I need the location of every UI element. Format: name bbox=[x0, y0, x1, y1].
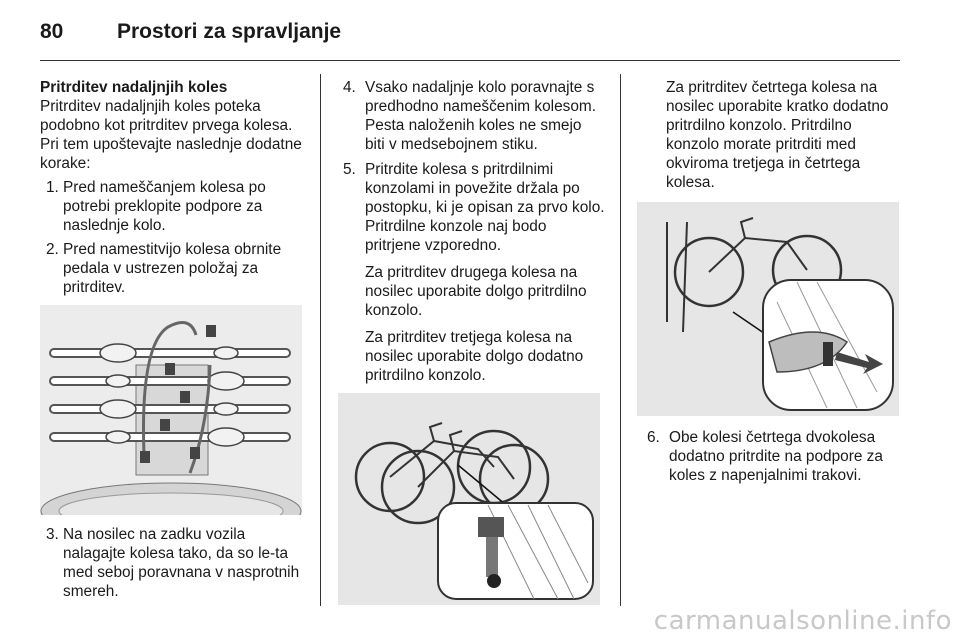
step-2 bbox=[40, 240, 305, 297]
step-text: Pritrdite kolesa s pritrdilnimi konzolami in povežite držala po postopku, ki je opisan za prvo kolo. Pritrdilne konzole naj bodo pritrjene vzporedno. bbox=[365, 161, 605, 254]
step-number: 4. bbox=[343, 79, 356, 96]
header-divider bbox=[40, 60, 900, 61]
watermark: carmanualsonline.info bbox=[653, 606, 952, 636]
second-bike-note: Za pritrditev drugega kolesa na nosilec uporabite dolgo pritrdilno konzolo. bbox=[365, 264, 587, 319]
column-1 bbox=[40, 78, 305, 601]
step-number: 2. bbox=[46, 241, 59, 258]
column-divider-2 bbox=[620, 74, 621, 606]
section-title: Prostori za spravljanje bbox=[117, 20, 342, 43]
step-number: 6. bbox=[647, 429, 660, 446]
step-6 bbox=[647, 428, 907, 485]
page-number: 80 bbox=[40, 20, 64, 43]
step-text: Vsako nadaljnje kolo poravnajte s predhodno nameščenim kolesom. Pesta naloženih koles ne smejo biti v medsebojnem stiku. bbox=[365, 79, 596, 153]
step-number: 3. bbox=[46, 526, 59, 543]
step-1 bbox=[40, 178, 305, 235]
step-5 bbox=[343, 160, 605, 255]
fourth-bike-note: Za pritrditev četrtega kolesa na nosilec uporabite kratko dodatno pritrdilno konzolo. Pritrdilno konzolo morate pritrditi med okviroma tretjega in četrtega kolesa. bbox=[666, 79, 889, 191]
step-number: 5. bbox=[343, 161, 356, 178]
bike-rack-top-view-figure bbox=[40, 305, 302, 515]
step-number: 1. bbox=[46, 179, 59, 196]
third-bike-note: Za pritrditev tretjega kolesa na nosilec uporabite dolgo dodatno pritrdilno konzolo. bbox=[365, 329, 584, 384]
step-4 bbox=[343, 78, 605, 154]
subheading: Pritrditev nadaljnjih koles bbox=[40, 79, 228, 96]
step-text: Obe kolesi četrtega dvokolesa dodatno pritrdite na podpore za koles z napenjalnimi trakovi. bbox=[669, 429, 883, 484]
bike-mount-detail-figure bbox=[338, 393, 600, 605]
step-3 bbox=[40, 525, 305, 601]
fourth-bike-strap-figure bbox=[637, 202, 899, 416]
intro-paragraph: Pritrditev nadaljnjih koles poteka podobno kot pritrditev prvega kolesa. Pri tem upoštevajte naslednje dodatne korake: bbox=[40, 98, 302, 172]
step-text: Na nosilec na zadku vozila nalagajte kolesa tako, da so le-ta med seboj poravnana v nasprotnih smereh. bbox=[63, 526, 300, 600]
column-3 bbox=[647, 78, 907, 485]
step-text: Pred namestitvijo kolesa obrnite pedala v ustrezen položaj za pritrditev. bbox=[63, 241, 282, 296]
column-2 bbox=[343, 78, 605, 605]
step-text: Pred nameščanjem kolesa po potrebi preklopite podpore za naslednje kolo. bbox=[63, 179, 266, 234]
column-divider-1 bbox=[320, 74, 321, 606]
